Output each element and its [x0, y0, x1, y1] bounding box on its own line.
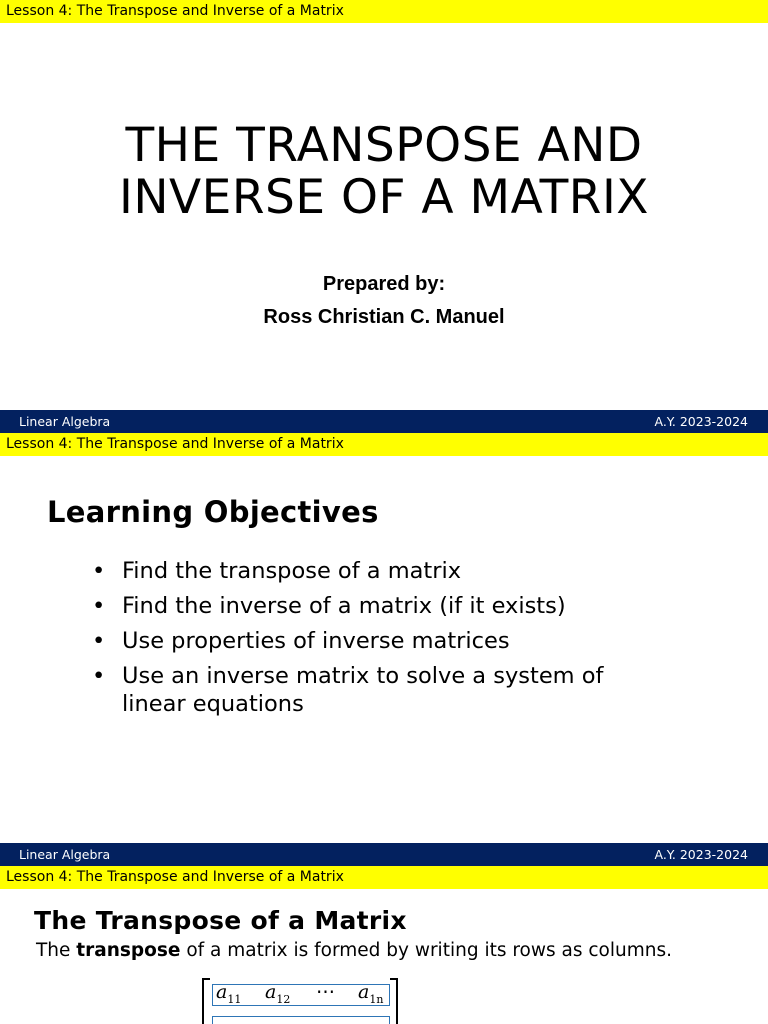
objective-text: Use properties of inverse matrices [122, 628, 510, 654]
slide-title-heading [0, 120, 768, 224]
ellipsis-icon: ⋯ [316, 981, 336, 1003]
footer-bar [0, 843, 768, 866]
matrix-entry: $a_{12}$ [265, 981, 291, 1006]
matrix-row-highlight [212, 1016, 390, 1024]
definition-post: of a matrix is formed by writing its rows as columns. [180, 940, 672, 961]
objectives-list [92, 557, 652, 725]
academic-year: A.Y. 2023-2024 [654, 847, 748, 862]
definition-pre: The [36, 940, 77, 961]
lesson-bar: Lesson 4: The Transpose and Inverse of a Matrix [0, 0, 768, 23]
slide-learning-objectives [0, 433, 768, 866]
objective-item [92, 627, 652, 655]
objective-text: Use an inverse matrix to solve a system of linear equations [122, 663, 604, 717]
title-line-1: THE TRANSPOSE AND [125, 118, 643, 173]
bullet-icon: • [92, 593, 106, 619]
objective-item [92, 557, 652, 585]
matrix-entry: $a_{1n}$ [358, 981, 384, 1006]
matrix-entry: $a_{11}$ [216, 981, 242, 1006]
objective-item [92, 592, 652, 620]
matrix-row-highlight [212, 981, 390, 1006]
transpose-definition [36, 940, 672, 961]
objective-item [92, 662, 652, 718]
academic-year: A.Y. 2023-2024 [654, 414, 748, 429]
course-name: Linear Algebra [19, 414, 111, 429]
matrix-figure [202, 978, 398, 1024]
footer-bar [0, 410, 768, 433]
course-name: Linear Algebra [19, 847, 111, 862]
author-block [0, 268, 768, 334]
prepared-label: Prepared by: [322, 273, 446, 295]
bullet-icon: • [92, 663, 106, 689]
transpose-heading: The Transpose of a Matrix [34, 906, 407, 935]
lesson-bar: Lesson 4: The Transpose and Inverse of a Matrix [0, 433, 768, 456]
author-name: Ross Christian C. Manuel [263, 306, 505, 328]
slide-title [0, 0, 768, 433]
definition-term: transpose [76, 940, 181, 961]
objective-text: Find the transpose of a matrix [122, 558, 462, 584]
slide-transpose [0, 866, 768, 1024]
bullet-icon: • [92, 558, 106, 584]
bullet-icon: • [92, 628, 106, 654]
title-line-2: INVERSE OF A MATRIX [118, 170, 650, 225]
lesson-bar: Lesson 4: The Transpose and Inverse of a Matrix [0, 866, 768, 889]
objectives-heading: Learning Objectives [47, 495, 379, 529]
objective-text: Find the inverse of a matrix (if it exists) [122, 593, 566, 619]
